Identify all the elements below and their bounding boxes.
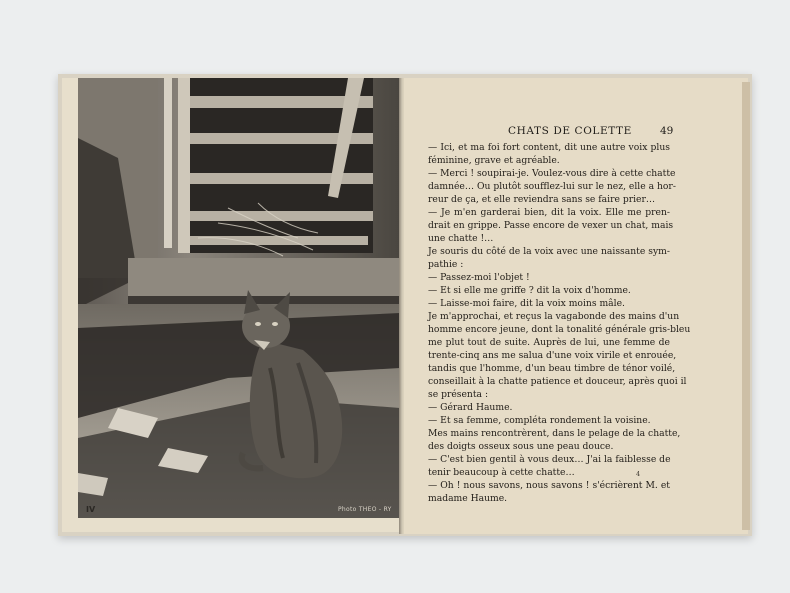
text-line: madame Haume. xyxy=(428,493,508,504)
text-line: tenir beaucoup à cette chatte… xyxy=(428,467,575,478)
cat-photograph xyxy=(78,78,400,518)
text-line: damnée… Ou plutôt soufflez-lui sur le nez, elle a hor- xyxy=(428,181,676,192)
photo-credit: Photo THEO - RY xyxy=(338,506,392,513)
plate-number: IV xyxy=(86,505,96,514)
text-line: pathie : xyxy=(428,259,464,270)
running-head: CHATS DE COLETTE xyxy=(508,125,632,137)
text-line: féminine, grave et agréable. xyxy=(428,155,560,166)
page-number: 49 xyxy=(660,125,674,137)
text-line: — Merci ! soupirai-je. Voulez-vous dire à cette chatte xyxy=(428,168,676,179)
text-line: — Ici, et ma foi fort content, dit une autre voix plus xyxy=(428,142,670,153)
cat-photo-illustration xyxy=(78,78,400,518)
page-edge xyxy=(742,82,750,530)
text-line: se présenta : xyxy=(428,389,489,400)
text-line: — Gérard Haume. xyxy=(428,402,513,413)
text-line: des doigts osseux sous une peau douce. xyxy=(428,441,614,452)
text-line: une chatte !… xyxy=(428,233,494,244)
text-line: conseillait à la chatte patience et douceur, après quoi il xyxy=(428,376,687,387)
text-line: tandis que l'homme, d'un beau timbre de ténor voilé, xyxy=(428,363,676,374)
text-line: drait en grippe. Passe encore de vexer un chat, mais xyxy=(428,220,674,231)
text-line: me plut tout de suite. Auprès de lui, une femme de xyxy=(428,337,670,348)
text-line: Je souris du côté de la voix avec une naissante sym- xyxy=(428,246,670,257)
text-line: — Et si elle me griffe ? dit la voix d'homme. xyxy=(428,285,631,296)
text-line: — Oh ! nous savons, nous savons ! s'écrièrent M. et xyxy=(428,480,670,491)
text-line: — Passez-moi l'objet ! xyxy=(428,272,530,283)
text-line: — Je m'en garderai bien, dit la voix. Elle me pren- xyxy=(428,207,670,218)
text-line: trente-cinq ans me salua d'une voix virile et enrouée, xyxy=(428,350,677,361)
text-line: — Et sa femme, compléta rondement la voisine. xyxy=(428,415,651,426)
text-line: reur de ça, et elle reviendra sans se faire prier… xyxy=(428,194,656,205)
text-line: homme encore jeune, dont la tonalité générale gris-bleu xyxy=(428,324,691,335)
text-line: — Laisse-moi faire, dit la voix moins mâle. xyxy=(428,298,625,309)
text-line: Je m'approchai, et reçus la vagabonde des mains d'un xyxy=(428,311,680,322)
body-text xyxy=(428,141,691,505)
folio-mark: 4 xyxy=(636,470,641,478)
text-line: — C'est bien gentil à vous deux… J'ai la faiblesse de xyxy=(428,454,671,465)
text-line: Mes mains rencontrèrent, dans le pelage de la chatte, xyxy=(428,428,681,439)
